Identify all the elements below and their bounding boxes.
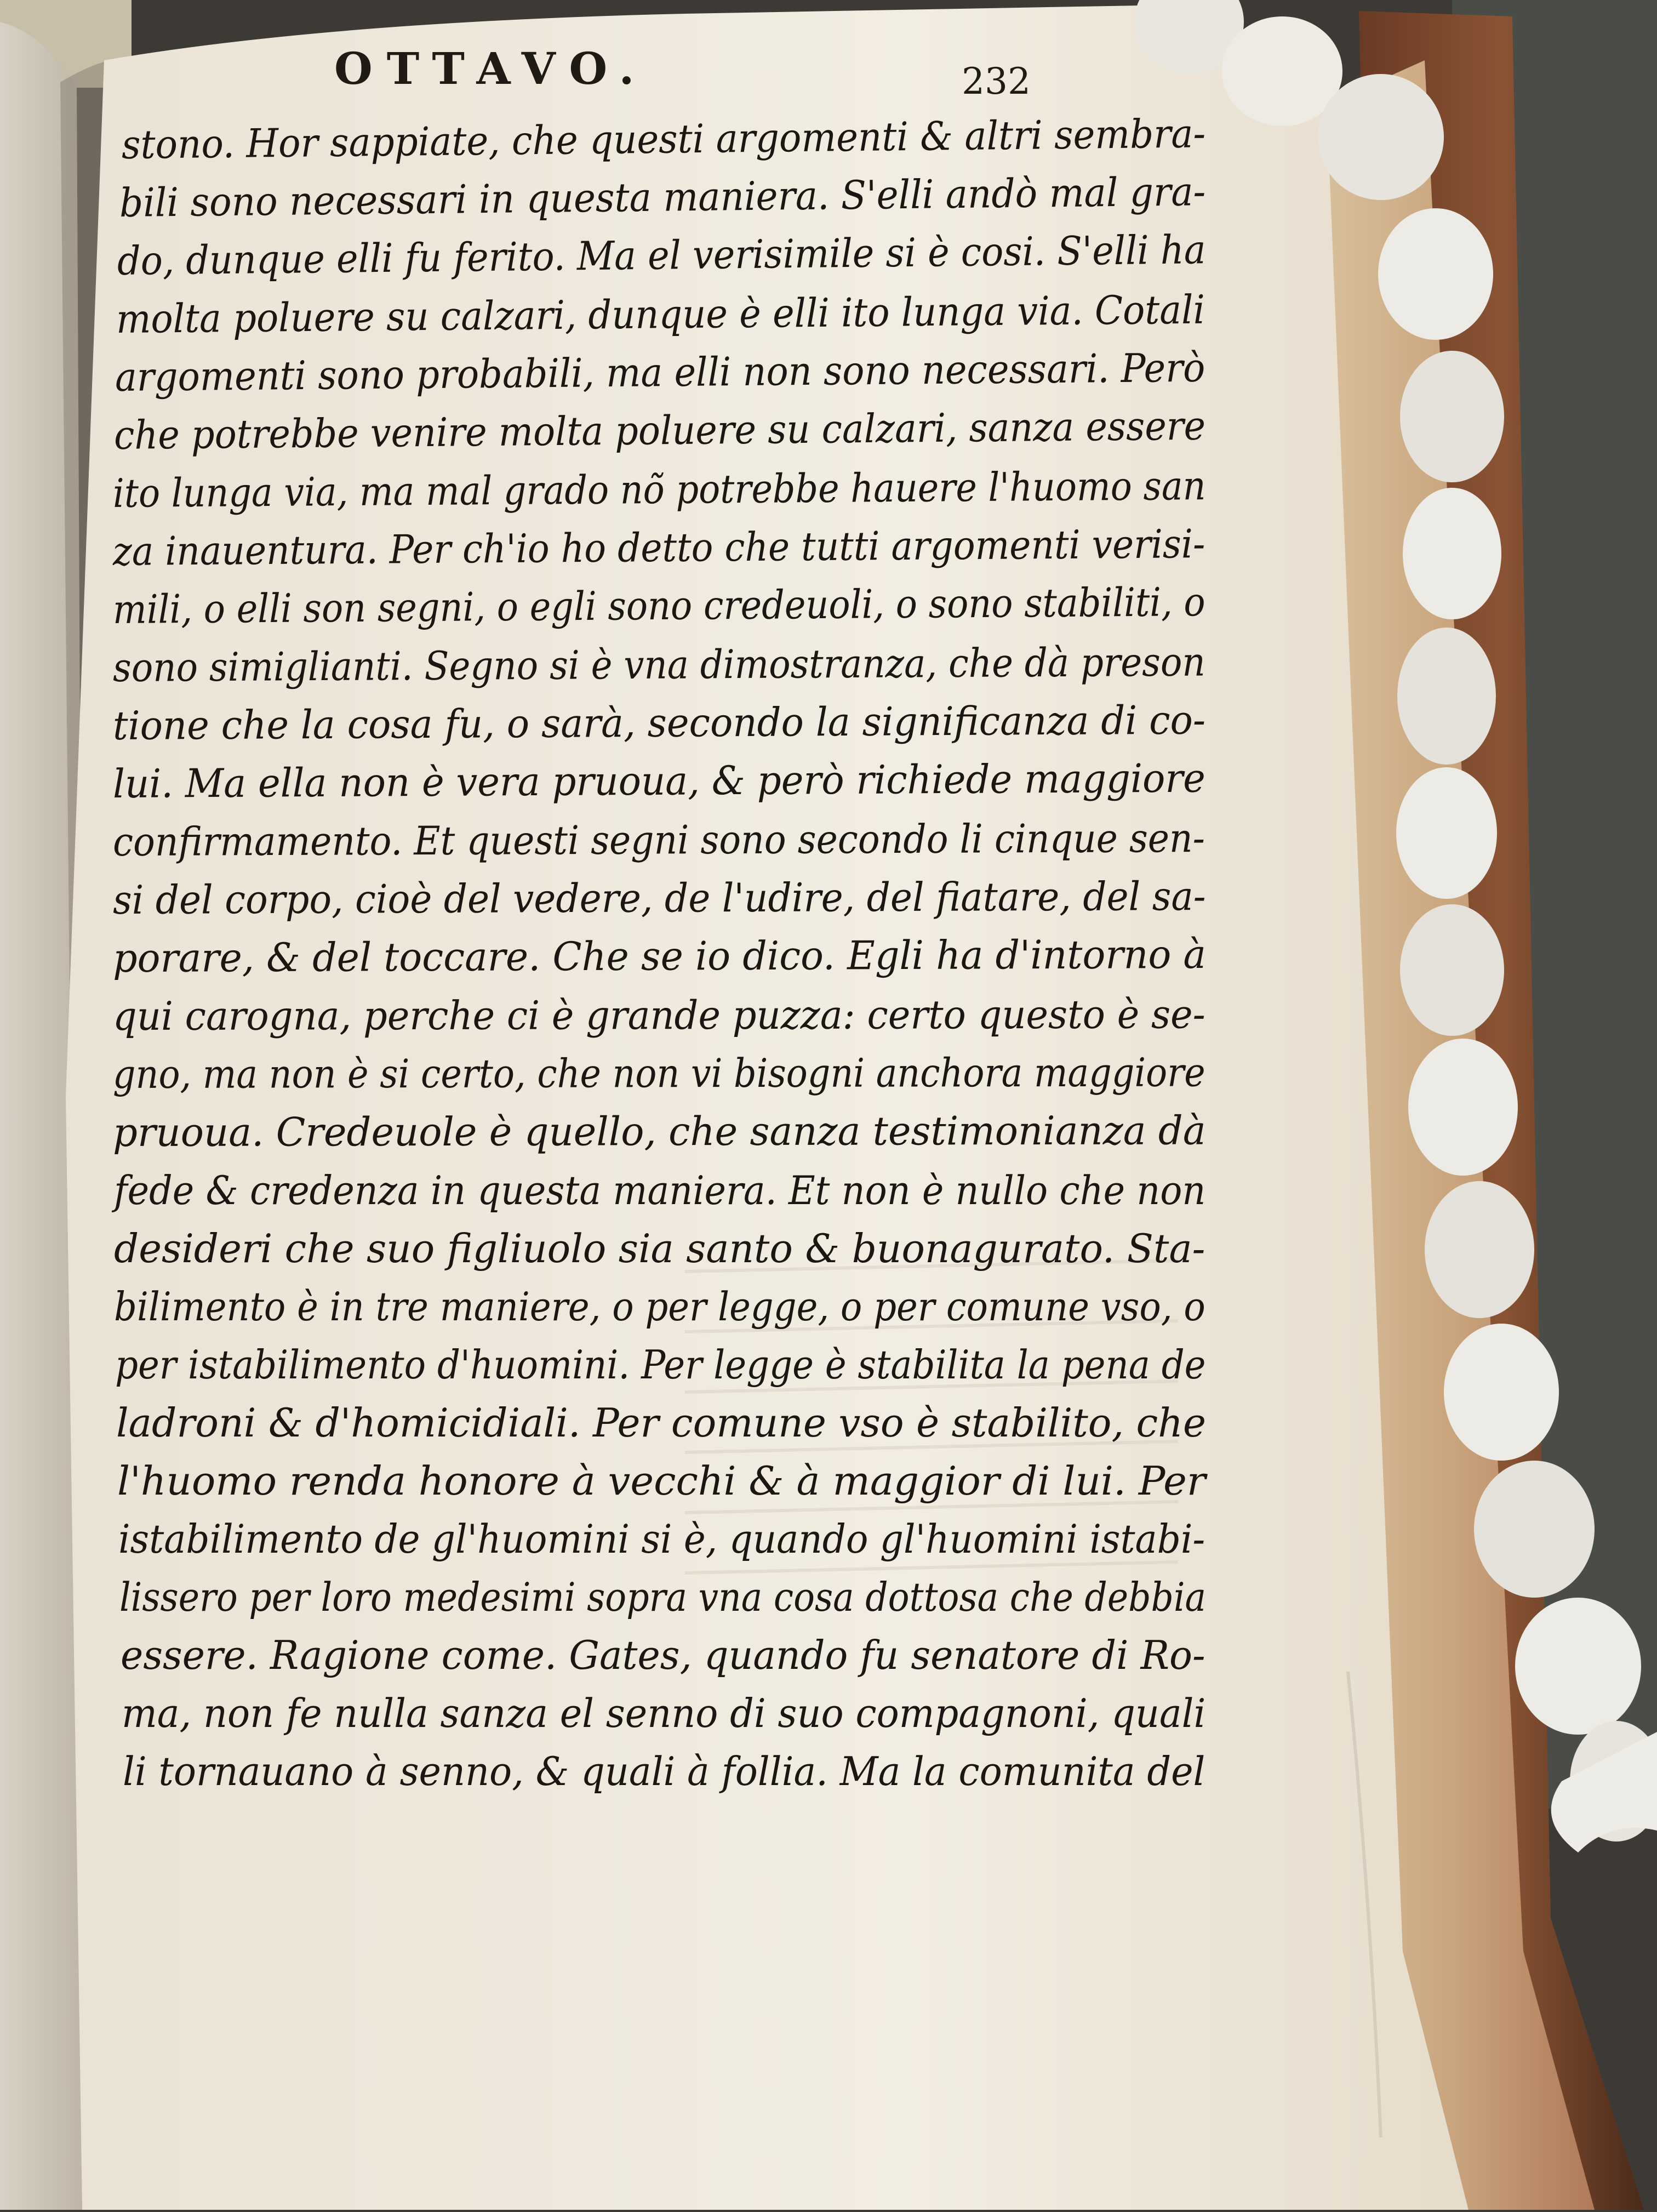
text-line: pruoua. Credeuole è quello, che sanza testimonianza dà [112, 1107, 1206, 1155]
text-line: desideri che suo figliuolo sia santo & buonagurato. Sta- [114, 1225, 1205, 1272]
text-line: argomenti sono probabili, ma elli non sono necessari. Però [115, 344, 1205, 400]
text-line: istabilimento de gl'huomini si è, quando gl'huomini istabi- [118, 1516, 1205, 1562]
text-line: porare, & del toccare. Che se io dico. Egli ha d'intorno à [112, 931, 1207, 981]
text-line: bilimento è in tre maniere, o per legge, o per comune vso, o [114, 1284, 1205, 1330]
text-line: do, dunque elli fu ferito. Ma el verisimile si è cosi. S'elli ha [117, 226, 1206, 284]
text-line: ladroni & d'homicidiali. Per comune vso è stabilito, che [116, 1400, 1206, 1446]
text-line: molta poluere su calzari, dunque è elli ito lunga via. Cotali [116, 286, 1205, 342]
text-line: za inauentura. Per ch'io ho detto che tutti argomenti verisi- [112, 521, 1205, 574]
text-line: confirmamento. Et questi segni sono secondo li cinque sen- [112, 815, 1205, 865]
text-line: per istabilimento d'huomini. Per legge è stabilita la pena de [115, 1342, 1206, 1388]
text-line: l'huomo renda honore à vecchi & à maggior di lui. Per [117, 1458, 1206, 1504]
text-line: gno, ma non è si certo, che non vi bisogni anchora maggiore [112, 1049, 1205, 1097]
text-line: che potrebbe venire molta poluere su calzari, sanza essere [113, 402, 1206, 458]
text-line: ma, non fe nulla sanza el senno di suo compagnoni, quali [122, 1690, 1206, 1736]
text-line: ito lunga via, ma mal grado nõ potrebbe hauere l'huomo san [112, 463, 1206, 516]
text-line: lissero per loro medesimi sopra vna cosa dottosa che debbia [119, 1574, 1207, 1620]
text-line: essere. Ragione come. Gates, quando fu senatore di Ro- [121, 1632, 1205, 1678]
text-line: tione che la cosa fu, o sarà, secondo la significanza di co- [112, 697, 1206, 749]
text-line: sono simiglianti. Segno si è vna dimostranza, che dà preson [112, 638, 1205, 691]
text-line: fede & credenza in questa maniera. Et non è nullo che non [114, 1167, 1206, 1213]
page-number: 232 [962, 60, 1031, 102]
text-line: li tornauano à senno, & quali à follia. Ma la comunita del [123, 1748, 1205, 1794]
text-line: si del corpo, cioè del vedere, de l'udire, del fiatare, del sa- [112, 873, 1206, 923]
text-line: bili sono necessari in questa maniera. S'elli andò mal gra- [119, 168, 1206, 226]
text-line: mili, o elli son segni, o egli sono credeuoli, o sono stabiliti, o [112, 579, 1205, 632]
text-line: lui. Ma ella non è vera pruoua, & però richiede maggiore [112, 755, 1206, 807]
text-line: qui carogna, perche ci è grande puzza: certo questo è se- [112, 991, 1205, 1039]
running-head: OTTAVO. [334, 43, 649, 94]
text-line: stono. Hor sappiate, che questi argomenti & altri sembra- [121, 110, 1206, 168]
